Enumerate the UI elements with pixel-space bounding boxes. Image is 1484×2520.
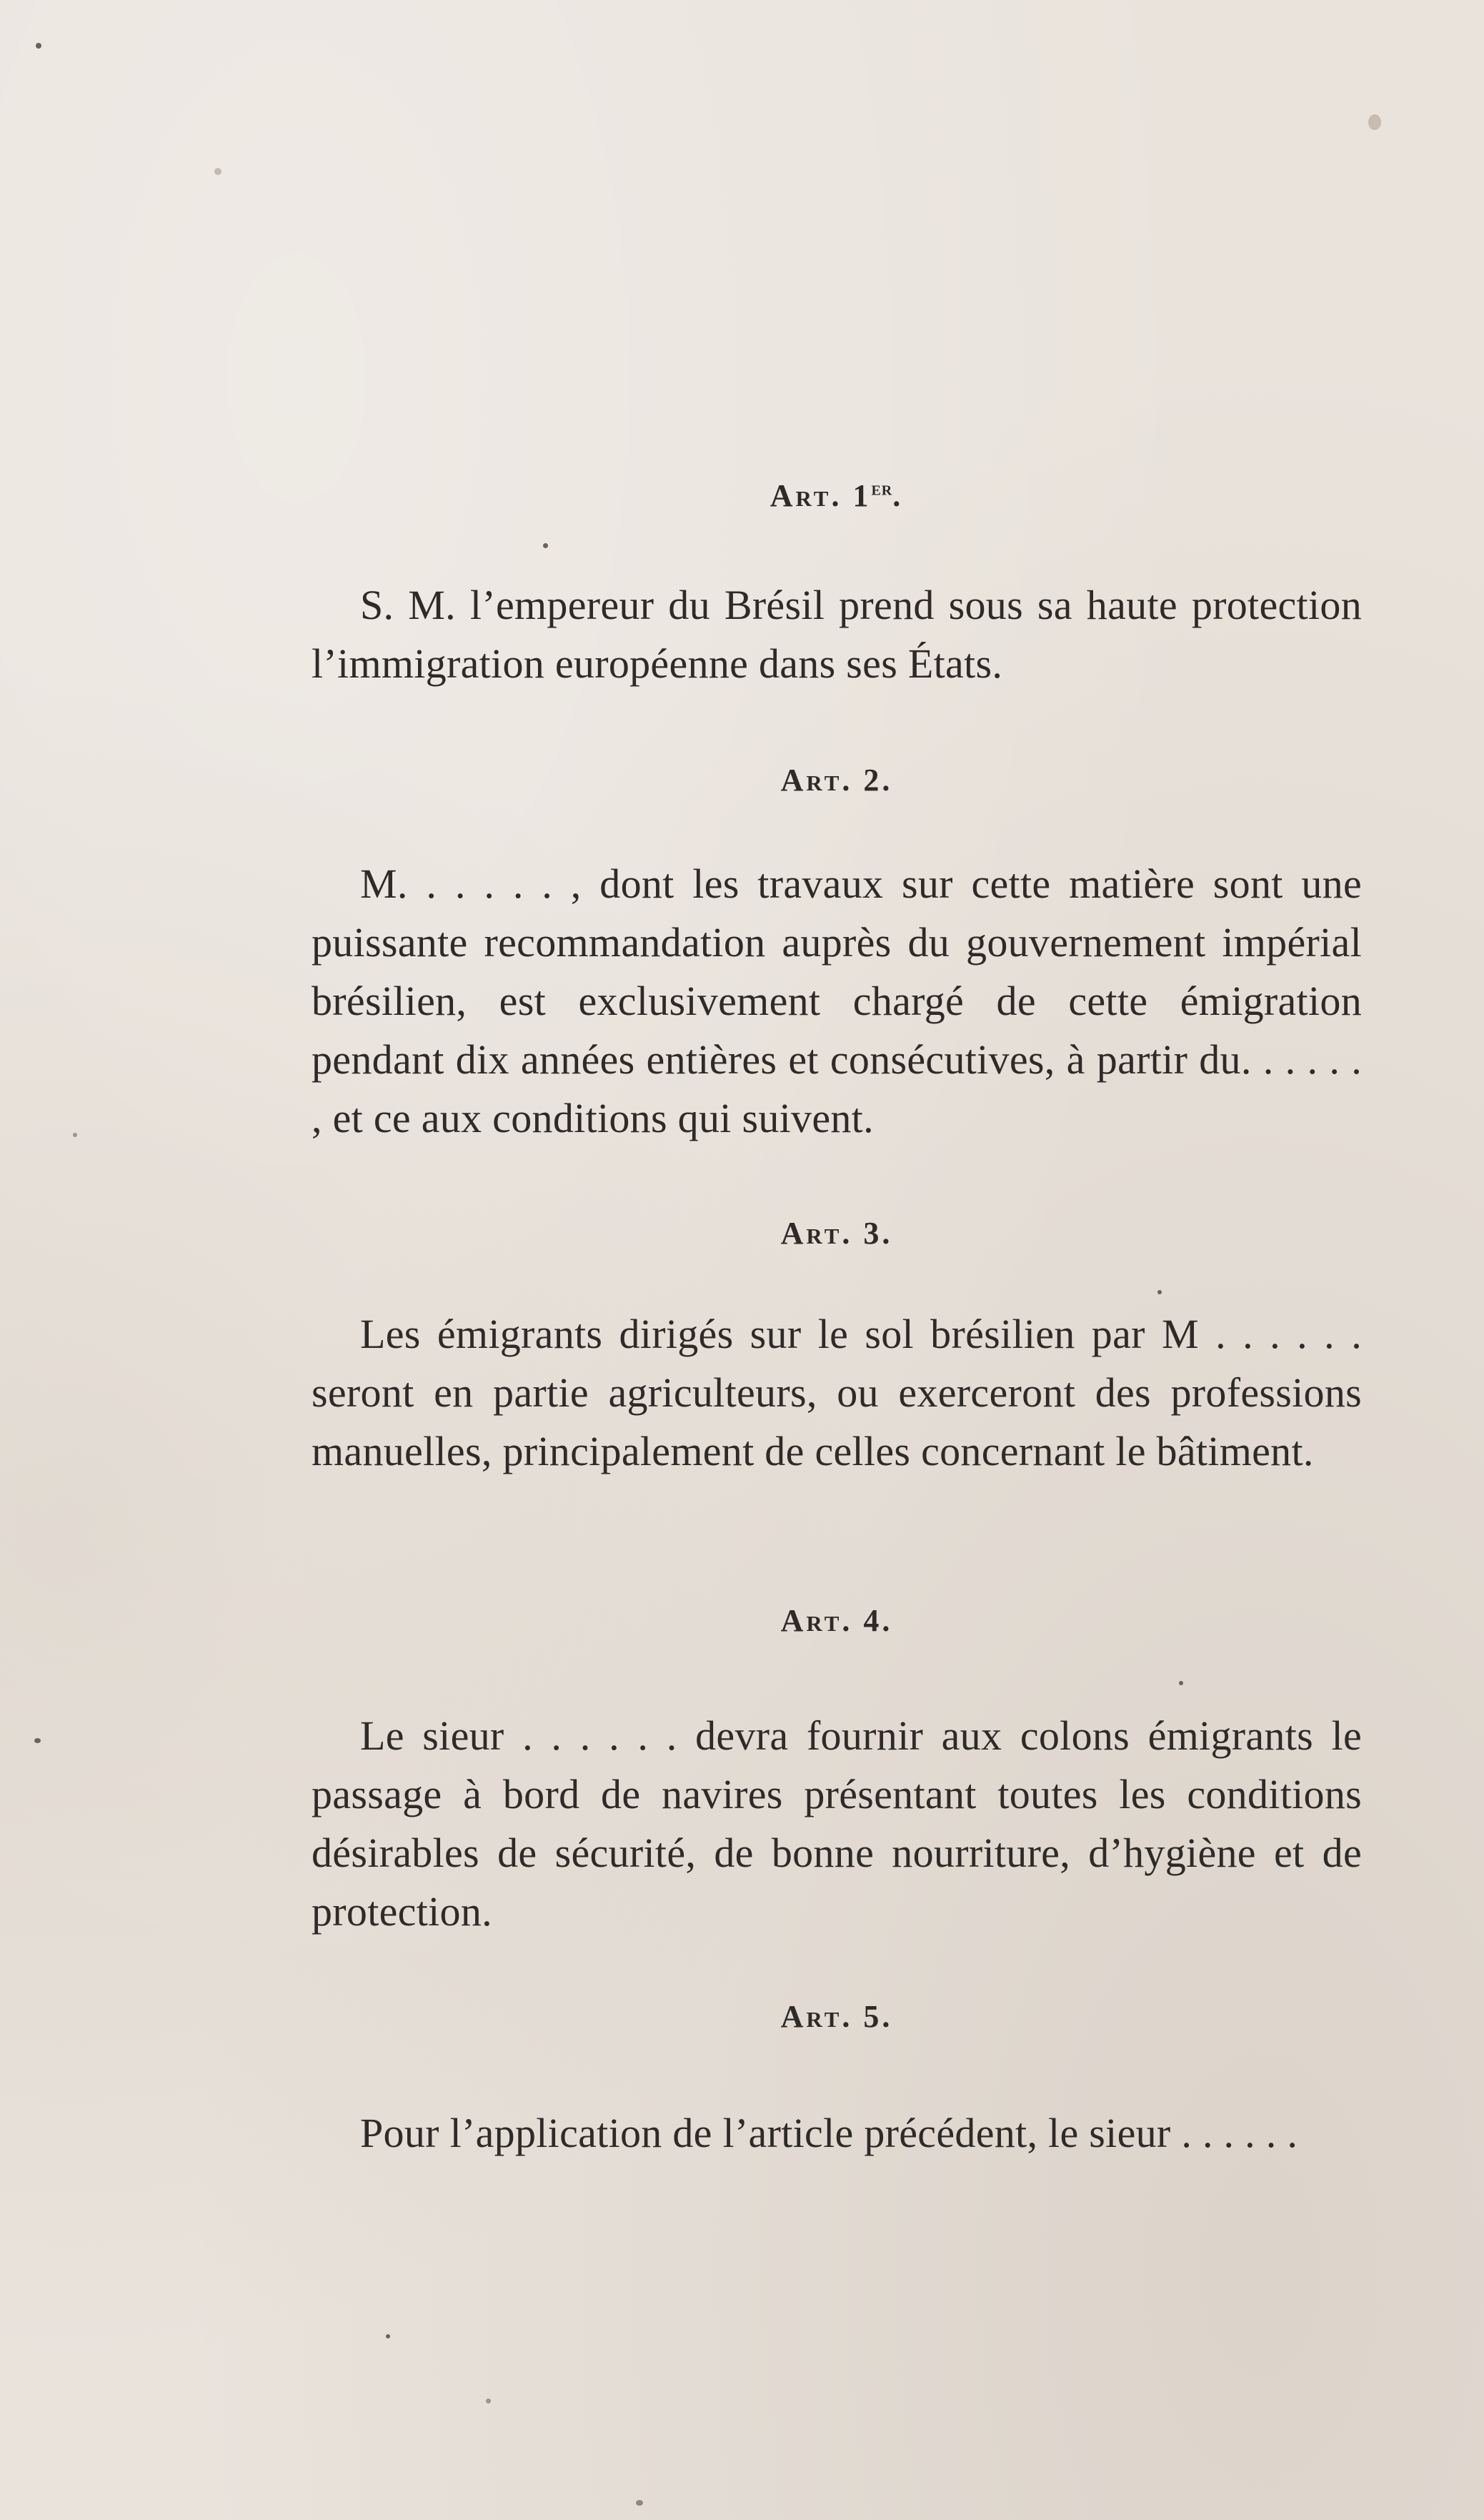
paper-speck (636, 2500, 643, 2506)
article-2-heading (312, 762, 1362, 798)
article-5-heading (312, 1998, 1362, 2035)
paper-speck (36, 43, 41, 49)
paper-speck (34, 1738, 41, 1743)
paper-speck (386, 2334, 390, 2338)
article-1-heading-text: Art. 1 (770, 478, 872, 513)
article-3-heading-text: Art. 3. (780, 1216, 893, 1251)
article-1-heading-suffix: . (892, 478, 904, 513)
article-2-text: M. . . . . . , dont les travaux sur cette matière sont une puissante recommandation auprès du gouvernement impérial brésilien, est exclusivement chargé de cette émigration pendant dix années entières et consécutives, à partir du. . . . . . , et ce aux conditions qui suivent. (312, 860, 1362, 1141)
article-2-heading-text: Art. 2. (780, 763, 893, 798)
article-3-text: Les émigrants dirigés sur le sol brésilien par M . . . . . . seront en partie agriculteurs, ou exerceront des professions manuelles, principalement de celles concernant le bâtiment. (312, 1311, 1362, 1474)
article-4-text: Le sieur . . . . . . devra fournir aux colons émigrants le passage à bord de navires présentant toutes les conditions désirables de sécurité, de bonne nourriture, d’hygiène et de protection. (312, 1712, 1362, 1935)
paper-speck (1368, 114, 1381, 130)
article-3-heading (312, 1215, 1362, 1251)
paper-speck (214, 168, 221, 175)
paper-speck (73, 1133, 77, 1137)
paper-speck (543, 543, 548, 548)
article-5-text: Pour l’application de l’article précédent, le sieur . . . . . . (360, 2110, 1298, 2156)
article-1-text: S. M. l’empereur du Brésil prend sous sa haute protection l’immigration européenne dans ses États. (312, 582, 1362, 687)
article-3-paragraph (312, 1305, 1362, 1481)
article-1-paragraph (312, 576, 1362, 693)
article-4-heading (312, 1602, 1362, 1639)
paper-speck (486, 2399, 491, 2404)
article-1-heading (312, 477, 1362, 514)
article-1-heading-superscript: er (871, 477, 893, 500)
article-4-paragraph (312, 1707, 1362, 1941)
paper-speck (1157, 1290, 1162, 1294)
article-5-heading-text: Art. 5. (780, 1999, 893, 2034)
paper-speck (1179, 1681, 1183, 1685)
article-2-paragraph (312, 855, 1362, 1148)
article-5-paragraph (312, 2104, 1362, 2163)
article-4-heading-text: Art. 4. (780, 1603, 893, 1638)
